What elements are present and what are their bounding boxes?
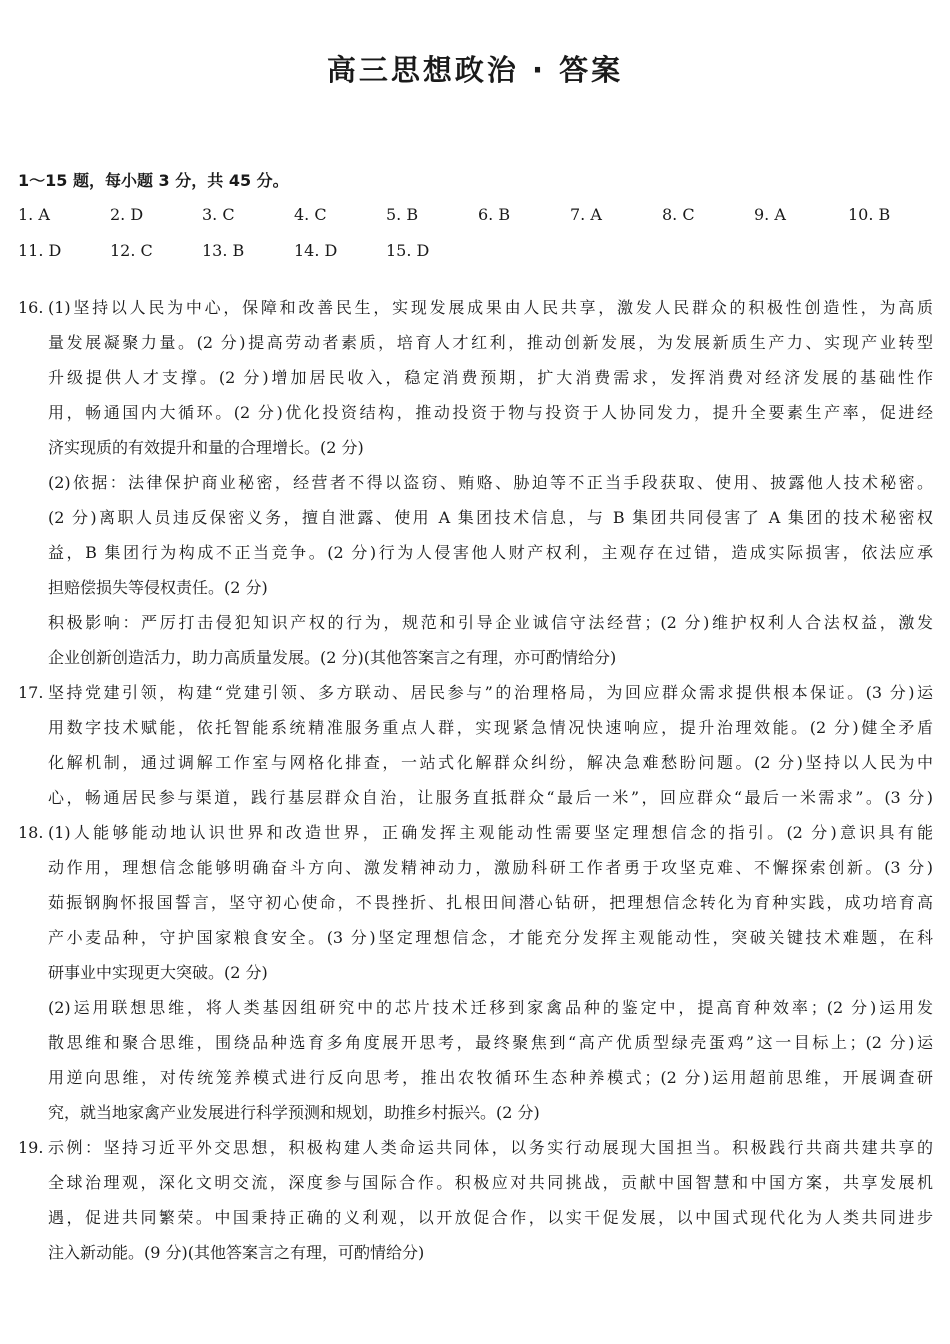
page-title: 高三思想政治 · 答案	[326, 53, 624, 87]
answer-line: 积极影响：严厉打击侵犯知识产权的行为，规范和引导企业诚信守法经营；(2 分)维护权利人合法权益，激发	[48, 613, 933, 632]
question-number: 16.	[18, 298, 44, 317]
answer-line: 动作用，理想信念能够明确奋斗方向、激发精神动力，激励科研工作者勇于攻坚克难、不懈探索创新。(3 分)	[48, 858, 933, 877]
answer-line: 坚持党建引领，构建“党建引领、多方联动、居民参与”的治理格局，为回应群众需求提供根本保证。(3 分)运	[48, 683, 933, 702]
answer-line: 茹振钢胸怀报国誓言，坚守初心使命，不畏挫折、扎根田间潜心钻研，把理想信念转化为育种实践，成功培育高	[48, 893, 933, 912]
question-17	[18, 675, 933, 815]
answer-content	[18, 290, 933, 1270]
answer-line: (2)运用联想思维，将人类基因组研究中的芯片技术迁移到家禽品种的鉴定中，提高育种效率；(2 分)运用发	[48, 998, 933, 1017]
answer-line: 研事业中实现更大突破。(2 分)	[48, 963, 268, 982]
mc-answer: 2. D	[110, 205, 144, 224]
answer-line: 量发展凝聚力量。(2 分)提高劳动者素质，培育人才红利，推动创新发展，为发展新质生产力、实现产业转型	[48, 333, 933, 352]
question-number: 19.	[18, 1138, 44, 1157]
mc-intro: 1～15 题，每小题 3 分，共 45 分。	[18, 171, 289, 190]
answer-line: 担赔偿损失等侵权责任。(2 分)	[48, 578, 268, 597]
answer-line: 用逆向思维，对传统笼养模式进行反向思考，推出农牧循环生态种养模式；(2 分)运用超前思维，开展调查研	[48, 1068, 933, 1087]
answer-line: 用数字技术赋能，依托智能系统精准服务重点人群，实现紧急情况快速响应，提升治理效能。(2 分)健全矛盾	[48, 718, 933, 737]
mc-answer: 11. D	[18, 241, 62, 260]
mc-answer: 1. A	[18, 205, 50, 224]
answer-line: 益，B 集团行为构成不正当竞争。(2 分)行为人侵害他人财产权利，主观存在过错，造成实际损害，依法应承	[48, 543, 933, 562]
mc-answer: 7. A	[570, 205, 602, 224]
answer-line: (1)人能够能动地认识世界和改造世界，正确发挥主观能动性需要坚定理想信念的指引。(2 分)意识具有能	[48, 823, 933, 842]
answer-line: 化解机制，通过调解工作室与网格化排查，一站式化解群众纠纷，解决急难愁盼问题。(2 分)坚持以人民为中	[48, 753, 933, 772]
mc-answer: 10. B	[848, 205, 891, 224]
answer-line: 升级提供人才支撑。(2 分)增加居民收入，稳定消费预期，扩大消费需求，发挥消费对经济发展的基础性作	[48, 368, 933, 387]
answer-line: 心，畅通居民参与渠道，践行基层群众自治，让服务直抵群众“最后一米”，回应群众“最后一米需求”。(3 分)	[48, 788, 933, 807]
answer-line: 散思维和聚合思维，围绕品种选育多角度展开思考，最终聚焦到“高产优质型绿壳蛋鸡”这一目标上；(2 分)运	[48, 1033, 933, 1052]
question-18	[18, 815, 933, 1130]
answer-line: (1)坚持以人民为中心，保障和改善民生，实现发展成果由人民共享，激发人民群众的积极性创造性，为高质	[48, 298, 933, 317]
mc-answer: 13. B	[202, 241, 245, 260]
answer-line: 示例：坚持习近平外交思想，积极构建人类命运共同体，以务实行动展现大国担当。积极践行共商共建共享的	[48, 1138, 933, 1157]
mc-answer: 9. A	[754, 205, 786, 224]
mc-answer: 6. B	[478, 205, 511, 224]
question-number: 17.	[18, 683, 44, 702]
mc-answer: 5. B	[386, 205, 419, 224]
mc-answer: 4. C	[294, 205, 327, 224]
question-number: 18.	[18, 823, 44, 842]
answer-line: 产小麦品种，守护国家粮食安全。(3 分)坚定理想信念，才能充分发挥主观能动性，突破关键技术难题，在科	[48, 928, 933, 947]
answer-line: 究，就当地家禽产业发展进行科学预测和规划，助推乡村振兴。(2 分)	[48, 1103, 540, 1122]
answer-line: 注入新动能。(9 分)(其他答案言之有理，可酌情给分)	[48, 1243, 425, 1262]
answer-line: (2 分)离职人员违反保密义务，擅自泄露、使用 A 集团技术信息，与 B 集团共同侵害了 A 集团的技术秘密权	[48, 508, 933, 527]
answer-line: 用，畅通国内大循环。(2 分)优化投资结构，推动投资于物与投资于人协同发力，提升全要素生产率，促进经	[48, 403, 933, 422]
mc-answer: 14. D	[294, 241, 338, 260]
mc-answer: 15. D	[386, 241, 430, 260]
answer-line: 企业创新创造活力，助力高质量发展。(2 分)(其他答案言之有理，亦可酌情给分)	[48, 648, 617, 667]
answer-line: 全球治理观，深化文明交流，深度参与国际合作。积极应对共同挑战，贡献中国智慧和中国方案，共享发展机	[48, 1173, 933, 1192]
question-19	[18, 1130, 933, 1270]
mc-answer: 3. C	[202, 205, 235, 224]
mc-answer: 12. C	[110, 241, 153, 260]
mc-answer: 8. C	[662, 205, 695, 224]
answer-line: (2)依据：法律保护商业秘密，经营者不得以盗窃、贿赂、胁迫等不正当手段获取、使用、披露他人技术秘密。	[48, 473, 933, 492]
answer-line: 遇，促进共同繁荣。中国秉持正确的义利观，以开放促合作，以实干促发展，以中国式现代化为人类共同进步	[48, 1208, 933, 1227]
question-16	[18, 290, 933, 675]
answer-line: 济实现质的有效提升和量的合理增长。(2 分)	[48, 438, 364, 457]
